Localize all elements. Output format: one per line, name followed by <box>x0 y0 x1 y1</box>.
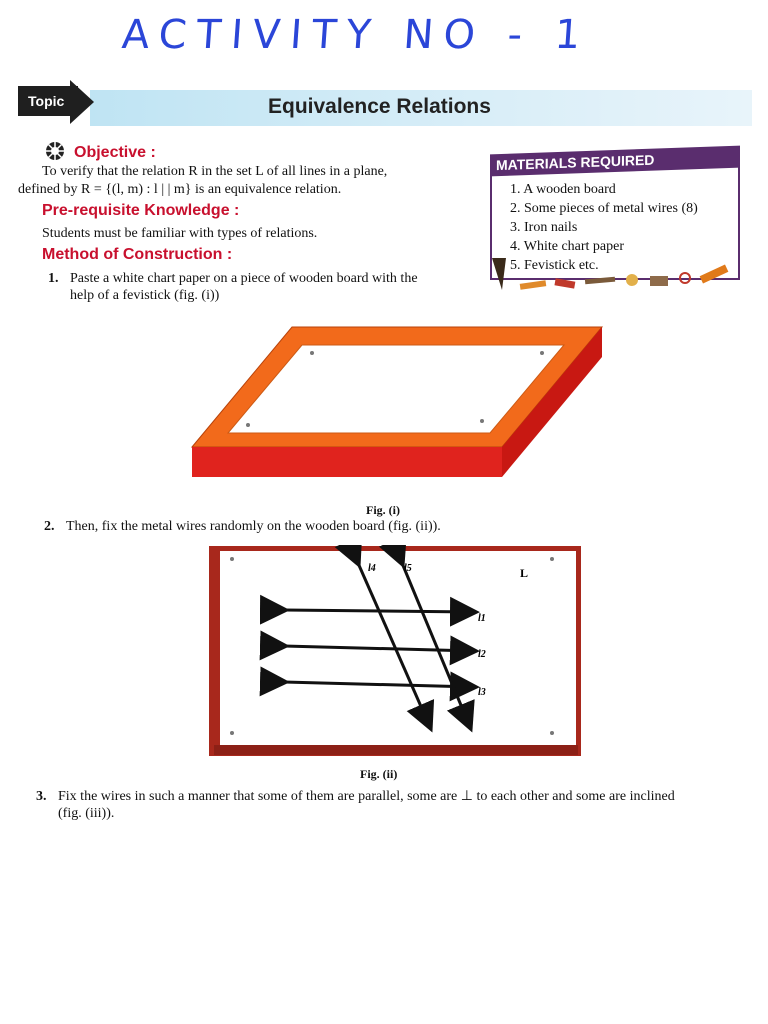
prerequisite-heading: Pre-requisite Knowledge : <box>42 202 240 219</box>
pencil-icon <box>520 280 547 290</box>
nail-icon <box>230 557 234 561</box>
line-label-l4: l4 <box>368 563 376 574</box>
line-label-l2: l2 <box>478 649 486 660</box>
scissors-icon <box>680 273 690 283</box>
step2-number: 2. <box>44 519 55 534</box>
nail-icon <box>230 731 234 735</box>
figure-2-caption: Fig. (ii) <box>360 767 398 781</box>
board-front-face <box>192 447 502 477</box>
figure-1-caption: Fig. (i) <box>366 503 400 517</box>
nail-icon <box>310 351 314 355</box>
step1-line1: Paste a white chart paper on a piece of wooden board with the <box>70 271 418 286</box>
step3-line1: Fix the wires in such a manner that some of them are parallel, some are ⊥ to each other and some are inclined <box>58 789 675 804</box>
set-label-L: L <box>520 566 529 580</box>
eraser-icon <box>554 278 575 288</box>
step1-number: 1. <box>48 271 59 286</box>
figure-2-board <box>208 545 584 759</box>
topic-title: Equivalence Relations <box>268 95 491 118</box>
nail-icon <box>246 423 250 427</box>
handwritten-title: ACTIVITY NO - 1 <box>120 12 592 58</box>
objective-text-line2: defined by R = {(l, m) : l | | m} is an equivalence relation. <box>18 182 342 197</box>
step1-line2: help of a fevistick (fig. (i)) <box>70 288 220 303</box>
crayon-icon <box>700 264 729 283</box>
objective-heading: Objective : <box>74 144 156 162</box>
nail-icon <box>550 557 554 561</box>
glue-icon <box>626 274 638 286</box>
board-edge <box>214 745 578 755</box>
topic-tab: Topic <box>18 86 78 116</box>
figure-1-board <box>190 325 605 480</box>
line-label-l3: l3 <box>478 687 486 698</box>
nail-icon <box>550 731 554 735</box>
line-label-l5: l5 <box>404 563 412 574</box>
nail-icon <box>540 351 544 355</box>
line-label-l1: l1 <box>478 613 486 624</box>
step3-line2: (fig. (iii)). <box>58 806 115 821</box>
materials-item: 5. Fevistick etc. <box>510 258 599 273</box>
prerequisite-text: Students must be familiar with types of relations. <box>42 226 318 241</box>
materials-heading: MATERIALS REQUIRED <box>490 146 740 177</box>
brush-icon <box>492 258 506 290</box>
materials-item: 1. A wooden board <box>510 182 616 197</box>
method-heading: Method of Construction : <box>42 246 233 263</box>
objective-text-line1: To verify that the relation R in the set L of all lines in a plane, <box>42 164 388 179</box>
tools-illustration <box>480 250 750 300</box>
nail-icon <box>480 419 484 423</box>
box-icon <box>650 276 668 286</box>
materials-item: 4. White chart paper <box>510 239 625 254</box>
materials-item: 2. Some pieces of metal wires (8) <box>510 201 698 216</box>
materials-item: 3. Iron nails <box>510 220 578 235</box>
step2-text: Then, fix the metal wires randomly on the wooden board (fig. (ii)). <box>66 519 441 534</box>
step3-number: 3. <box>36 789 47 804</box>
ruler-icon <box>585 277 615 285</box>
